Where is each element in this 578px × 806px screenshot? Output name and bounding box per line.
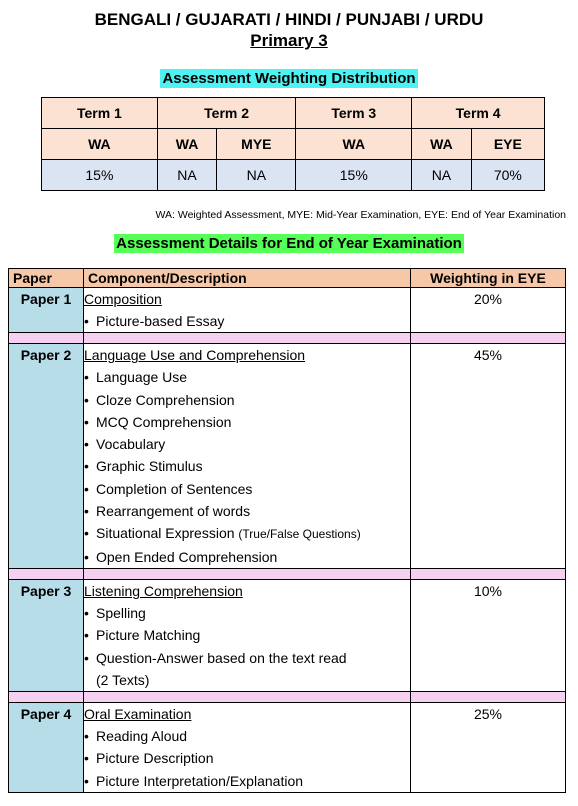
- list-item: • Picture Matching: [84, 624, 410, 646]
- list-item: • Vocabulary: [84, 433, 410, 455]
- item-list: [84, 725, 410, 792]
- value-cell: NA: [217, 160, 296, 191]
- list-item: • Question-Answer based on the text read: [84, 647, 410, 669]
- paper-weight: 10%: [411, 579, 566, 691]
- col-component: Component/Description: [84, 269, 411, 288]
- list-item-text: Situational Expression: [96, 525, 235, 542]
- details-table: [8, 268, 566, 793]
- list-item: • Picture-based Essay: [84, 310, 410, 332]
- assessment-type-row: [42, 129, 545, 160]
- col-paper: Paper: [9, 269, 84, 288]
- paper-description: [84, 579, 411, 691]
- term-1: Term 1: [42, 98, 158, 129]
- list-item: • Completion of Sentences: [84, 478, 410, 500]
- list-item: [84, 522, 410, 545]
- details-heading: [0, 235, 578, 253]
- term-2: Term 2: [157, 98, 296, 129]
- weighting-table: [41, 97, 545, 191]
- value-cell: 70%: [471, 160, 544, 191]
- col-weighting: Weighting in EYE: [411, 269, 566, 288]
- type-cell: WA: [296, 129, 412, 160]
- list-item: • Picture Interpretation/Explanation: [84, 770, 410, 792]
- paper-row: [9, 579, 566, 691]
- paper-label: Paper 4: [9, 703, 84, 793]
- paper-row: [9, 288, 566, 333]
- type-cell: EYE: [471, 129, 544, 160]
- paper-row: [9, 703, 566, 793]
- item-list: [84, 310, 410, 332]
- term-row: [42, 98, 545, 129]
- details-heading-text: Assessment Details for End of Year Examination: [116, 235, 462, 252]
- paper-label: Paper 1: [9, 288, 84, 333]
- component-title: Language Use and Comprehension: [84, 347, 306, 364]
- list-item: • MCQ Comprehension: [84, 411, 410, 433]
- weight-value-row: [42, 160, 545, 191]
- paper-weight: 45%: [411, 344, 566, 569]
- paper-weight: 25%: [411, 703, 566, 793]
- term-4: Term 4: [412, 98, 545, 129]
- list-item: • Language Use: [84, 366, 410, 388]
- spacer-row: [9, 692, 566, 703]
- list-item: • Graphic Stimulus: [84, 455, 410, 477]
- value-cell: 15%: [296, 160, 412, 191]
- spacer-row: [9, 568, 566, 579]
- paper-description: [84, 344, 411, 569]
- item-list: [84, 366, 410, 568]
- type-cell: WA: [157, 129, 216, 160]
- list-item: • Picture Description: [84, 747, 410, 769]
- spacer-row: [9, 333, 566, 344]
- page-title: BENGALI / GUJARATI / HINDI / PUNJABI / URDU: [94, 10, 484, 29]
- paper-label: Paper 3: [9, 579, 84, 691]
- weighting-heading: [0, 70, 578, 88]
- value-cell: NA: [157, 160, 216, 191]
- component-title: Listening Comprehension: [84, 582, 243, 599]
- list-item: • Cloze Comprehension: [84, 389, 410, 411]
- list-item: • Spelling: [84, 602, 410, 624]
- page-subtitle: Primary 3: [250, 31, 328, 50]
- list-item: • Rearrangement of words: [84, 500, 410, 522]
- paper-weight: 20%: [411, 288, 566, 333]
- component-title: Composition: [84, 291, 162, 307]
- paper-description: [84, 703, 411, 793]
- list-item: • Open Ended Comprehension: [84, 546, 410, 568]
- type-cell: MYE: [217, 129, 296, 160]
- list-item: • Reading Aloud: [84, 725, 410, 747]
- type-cell: WA: [42, 129, 158, 160]
- footnote: WA: Weighted Assessment, MYE: Mid-Year Examination, EYE: End of Year Examination: [155, 209, 566, 221]
- paper-description: [84, 288, 411, 333]
- weighting-heading-text: Assessment Weighting Distribution: [162, 70, 416, 87]
- list-item-continuation: (2 Texts): [96, 671, 150, 688]
- component-title: Oral Examination: [84, 706, 192, 723]
- type-cell: WA: [412, 129, 471, 160]
- details-header-row: [9, 269, 566, 288]
- paper-row: [9, 344, 566, 569]
- item-list: [84, 602, 410, 691]
- value-cell: NA: [412, 160, 471, 191]
- term-3: Term 3: [296, 98, 412, 129]
- value-cell: 15%: [42, 160, 158, 191]
- paper-label: Paper 2: [9, 344, 84, 569]
- list-item-note: (True/False Questions): [238, 527, 361, 542]
